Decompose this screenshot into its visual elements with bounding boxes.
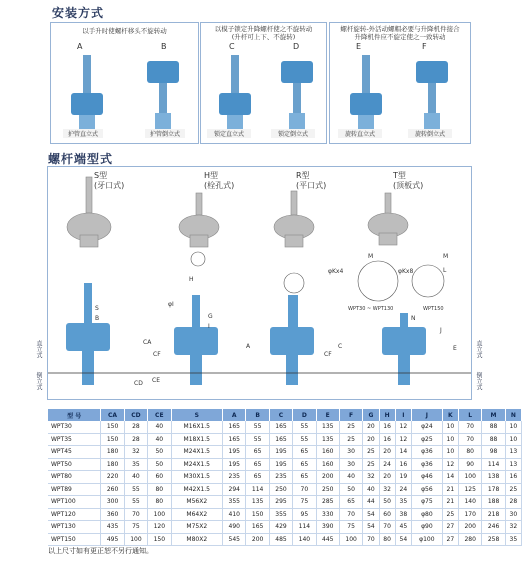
table-cell: 50 bbox=[148, 458, 171, 471]
table-cell: 65 bbox=[339, 496, 362, 509]
table-cell: 20 bbox=[379, 471, 395, 484]
dim-b: B bbox=[95, 315, 100, 322]
table-cell: φ25 bbox=[411, 433, 442, 446]
spec-table bbox=[48, 409, 522, 546]
table-cell: M42X1.5 bbox=[171, 483, 223, 496]
table-cell: 355 bbox=[269, 508, 292, 521]
table-row bbox=[48, 483, 522, 496]
table-cell: 114 bbox=[482, 458, 505, 471]
table-cell: 10 bbox=[442, 433, 458, 446]
table-cell: 195 bbox=[269, 446, 292, 459]
table-cell: 70 bbox=[363, 533, 379, 546]
table-cell: WPT130 bbox=[48, 521, 101, 534]
table-cell: 246 bbox=[482, 521, 505, 534]
table-cell: 70 bbox=[379, 521, 395, 534]
table-cell: 25 bbox=[442, 508, 458, 521]
table-cell: 165 bbox=[223, 421, 246, 433]
variant-label-c: C bbox=[229, 42, 235, 51]
section-title-screw-end: 螺杆端型式 bbox=[48, 152, 114, 166]
table-cell: M18X1.5 bbox=[171, 433, 223, 446]
type-t-name: (顶板式) bbox=[393, 181, 424, 190]
table-cell: 258 bbox=[482, 533, 505, 546]
table-cell: 114 bbox=[246, 483, 269, 496]
table-cell: 218 bbox=[482, 508, 505, 521]
table-cell: 54 bbox=[363, 521, 379, 534]
dimension-drawings bbox=[48, 243, 471, 399]
sublabel-d: 锁定倒立式 bbox=[271, 129, 315, 138]
dim-c: C bbox=[338, 343, 343, 350]
table-cell: 13 bbox=[505, 446, 521, 459]
table-cell: 25 bbox=[505, 483, 521, 496]
table-cell: 114 bbox=[293, 521, 316, 534]
table-cell: 165 bbox=[223, 433, 246, 446]
table-header-row bbox=[48, 409, 522, 421]
table-cell: 25 bbox=[339, 433, 362, 446]
table-cell: WPT89 bbox=[48, 483, 101, 496]
table-cell: 20 bbox=[363, 421, 379, 433]
table-cell: 20 bbox=[363, 433, 379, 446]
table-cell: WPT35 bbox=[48, 433, 101, 446]
table-header-cell: 型 号 bbox=[48, 409, 101, 421]
table-cell: 27 bbox=[442, 521, 458, 534]
table-cell: 410 bbox=[223, 508, 246, 521]
table-cell: 495 bbox=[101, 533, 124, 546]
table-cell: 19 bbox=[395, 471, 411, 484]
table-header-cell: D bbox=[293, 409, 316, 421]
table-header-cell: CA bbox=[101, 409, 124, 421]
table-cell: 65 bbox=[246, 446, 269, 459]
table-header-cell: E bbox=[316, 409, 339, 421]
table-header-cell: M bbox=[482, 409, 505, 421]
table-cell: 135 bbox=[316, 433, 339, 446]
table-cell: 32 bbox=[505, 521, 521, 534]
table-cell: 55 bbox=[124, 483, 147, 496]
sublabel-f: 旋转倒立式 bbox=[408, 129, 452, 138]
table-cell: 65 bbox=[246, 471, 269, 484]
table-cell: φ24 bbox=[411, 421, 442, 433]
dim-a: A bbox=[246, 343, 251, 350]
dim-j: J bbox=[440, 327, 442, 334]
spec-table-wrap bbox=[48, 409, 522, 546]
table-cell: 54 bbox=[395, 533, 411, 546]
table-cell: 25 bbox=[363, 458, 379, 471]
variant-label-e: E bbox=[356, 42, 362, 51]
table-header-cell: L bbox=[458, 409, 481, 421]
table-cell: 80 bbox=[148, 496, 171, 509]
table-cell: 200 bbox=[246, 533, 269, 546]
sublabel-b: 护管倒立式 bbox=[145, 129, 185, 138]
table-cell: 10 bbox=[442, 446, 458, 459]
table-cell: 32 bbox=[379, 483, 395, 496]
table-cell: 10 bbox=[442, 421, 458, 433]
table-header-cell: S bbox=[171, 409, 223, 421]
dim-m-2: M bbox=[443, 253, 449, 260]
table-cell: 55 bbox=[124, 496, 147, 509]
table-cell: WPT30 bbox=[48, 421, 101, 433]
table-cell: M56X2 bbox=[171, 496, 223, 509]
table-cell: 200 bbox=[458, 521, 481, 534]
dim-g: G bbox=[208, 313, 213, 320]
dim-ca: CA bbox=[143, 339, 152, 346]
dim-n: N bbox=[411, 315, 416, 322]
type-t-code: T型 bbox=[393, 171, 406, 180]
table-cell: 390 bbox=[316, 521, 339, 534]
table-cell: 300 bbox=[101, 496, 124, 509]
table-cell: 88 bbox=[482, 433, 505, 446]
table-cell: 16 bbox=[379, 421, 395, 433]
table-cell: 16 bbox=[395, 458, 411, 471]
table-cell: 150 bbox=[246, 508, 269, 521]
table-cell: 14 bbox=[395, 446, 411, 459]
table-cell: 188 bbox=[482, 496, 505, 509]
table-header-cell: C bbox=[269, 409, 292, 421]
table-cell: M24X1.5 bbox=[171, 458, 223, 471]
table-cell: 30 bbox=[339, 458, 362, 471]
side-label-right-top: 直立式 bbox=[475, 340, 482, 358]
table-header-cell: A bbox=[223, 409, 246, 421]
table-cell: 25 bbox=[339, 421, 362, 433]
table-cell: 260 bbox=[101, 483, 124, 496]
table-cell: M24X1.5 bbox=[171, 446, 223, 459]
table-cell: 40 bbox=[148, 433, 171, 446]
sublabel-c: 锁定直立式 bbox=[207, 129, 251, 138]
table-cell: 40 bbox=[339, 471, 362, 484]
sublabel-e: 旋转直立式 bbox=[338, 129, 382, 138]
table-cell: 55 bbox=[246, 421, 269, 433]
table-cell: 40 bbox=[363, 483, 379, 496]
table-cell: φ100 bbox=[411, 533, 442, 546]
table-cell: WPT120 bbox=[48, 508, 101, 521]
table-cell: 32 bbox=[363, 471, 379, 484]
table-cell: 140 bbox=[458, 496, 481, 509]
type-h-name: (栓孔式) bbox=[204, 181, 235, 190]
section-title-install: 安装方式 bbox=[52, 6, 105, 20]
table-cell: φ75 bbox=[411, 496, 442, 509]
dim-ce: CE bbox=[152, 377, 160, 384]
table-cell: 170 bbox=[458, 508, 481, 521]
table-cell: 435 bbox=[101, 521, 124, 534]
table-cell: 10 bbox=[505, 421, 521, 433]
table-header-cell: J bbox=[411, 409, 442, 421]
table-cell: 80 bbox=[148, 483, 171, 496]
jack-illustration-cd bbox=[205, 53, 323, 135]
table-cell: 21 bbox=[442, 483, 458, 496]
table-row bbox=[48, 446, 522, 459]
table-cell: 429 bbox=[269, 521, 292, 534]
type-s-name: (牙口式) bbox=[94, 181, 125, 190]
footnote: 以上尺寸如有更正恕不另行通知。 bbox=[48, 547, 153, 555]
table-cell: 138 bbox=[482, 471, 505, 484]
table-cell: 120 bbox=[148, 521, 171, 534]
table-cell: WPT80 bbox=[48, 471, 101, 484]
table-cell: 16 bbox=[505, 471, 521, 484]
table-cell: 10 bbox=[505, 433, 521, 446]
table-row bbox=[48, 421, 522, 433]
dim-i: I bbox=[208, 323, 210, 330]
table-cell: 178 bbox=[482, 483, 505, 496]
table-cell: 100 bbox=[124, 533, 147, 546]
table-cell: 235 bbox=[223, 471, 246, 484]
table-cell: 88 bbox=[482, 421, 505, 433]
dim-e: E bbox=[453, 345, 457, 352]
table-cell: 55 bbox=[293, 433, 316, 446]
table-cell: 100 bbox=[339, 533, 362, 546]
table-cell: WPT45 bbox=[48, 446, 101, 459]
table-cell: 16 bbox=[379, 433, 395, 446]
table-cell: 21 bbox=[442, 496, 458, 509]
variant-label-b: B bbox=[161, 42, 167, 51]
table-cell: 160 bbox=[316, 458, 339, 471]
type-h-code: H型 bbox=[204, 171, 219, 180]
table-header-cell: CE bbox=[148, 409, 171, 421]
dim-cd: CD bbox=[134, 380, 143, 387]
table-cell: 180 bbox=[101, 458, 124, 471]
table-cell: φ36 bbox=[411, 446, 442, 459]
table-cell: 20 bbox=[379, 446, 395, 459]
table-cell: 14 bbox=[442, 471, 458, 484]
table-cell: φ46 bbox=[411, 471, 442, 484]
table-cell: M80X2 bbox=[171, 533, 223, 546]
table-cell: 485 bbox=[269, 533, 292, 546]
table-cell: 294 bbox=[223, 483, 246, 496]
table-cell: 545 bbox=[223, 533, 246, 546]
dim-h: H bbox=[189, 276, 194, 283]
table-header-cell: B bbox=[246, 409, 269, 421]
table-row bbox=[48, 533, 522, 546]
table-cell: 12 bbox=[395, 433, 411, 446]
table-header-cell: I bbox=[395, 409, 411, 421]
table-cell: 135 bbox=[316, 421, 339, 433]
table-cell: 50 bbox=[379, 496, 395, 509]
table-cell: 490 bbox=[223, 521, 246, 534]
table-cell: 220 bbox=[101, 471, 124, 484]
table-cell: 35 bbox=[124, 458, 147, 471]
table-row bbox=[48, 508, 522, 521]
table-header-cell: G bbox=[363, 409, 379, 421]
table-cell: 280 bbox=[458, 533, 481, 546]
table-cell: 65 bbox=[246, 458, 269, 471]
type-s-code: S型 bbox=[94, 171, 108, 180]
side-label-left-top: 直立式 bbox=[35, 340, 42, 358]
table-cell: 125 bbox=[458, 483, 481, 496]
group-caption: 以模子锁定升降螺杆使之不旋转动 (升杆可上下、不旋转) bbox=[214, 25, 313, 41]
table-cell: 40 bbox=[148, 421, 171, 433]
table-cell: 100 bbox=[458, 471, 481, 484]
table-cell: M75X2 bbox=[171, 521, 223, 534]
table-cell: M64X2 bbox=[171, 508, 223, 521]
table-cell: 165 bbox=[246, 521, 269, 534]
table-cell: 24 bbox=[379, 458, 395, 471]
table-cell: WPT100 bbox=[48, 496, 101, 509]
table-cell: 295 bbox=[269, 496, 292, 509]
table-cell: 70 bbox=[293, 483, 316, 496]
group-caption: 以手升时使螺杆移头不旋转动 bbox=[82, 27, 167, 35]
table-row bbox=[48, 471, 522, 484]
table-cell: M30X1.5 bbox=[171, 471, 223, 484]
table-row bbox=[48, 433, 522, 446]
jack-illustration-ef bbox=[336, 53, 464, 135]
table-cell: 13 bbox=[505, 458, 521, 471]
dim-cf-2: CF bbox=[324, 351, 332, 358]
table-cell: M16X1.5 bbox=[171, 421, 223, 433]
dim-s: S bbox=[95, 305, 99, 312]
table-cell: 35 bbox=[505, 533, 521, 546]
table-cell: 60 bbox=[148, 471, 171, 484]
type-r-code: R型 bbox=[296, 171, 310, 180]
side-label-left-bottom: 倒立式 bbox=[35, 372, 42, 390]
table-cell: 40 bbox=[124, 471, 147, 484]
table-cell: 150 bbox=[101, 433, 124, 446]
table-cell: 24 bbox=[395, 483, 411, 496]
table-header-cell: H bbox=[379, 409, 395, 421]
table-cell: 195 bbox=[223, 446, 246, 459]
table-cell: 285 bbox=[316, 496, 339, 509]
table-cell: 70 bbox=[339, 508, 362, 521]
table-cell: 30 bbox=[505, 508, 521, 521]
variant-label-a: A bbox=[77, 42, 83, 51]
table-header-cell: F bbox=[339, 409, 362, 421]
table-cell: 195 bbox=[269, 458, 292, 471]
table-cell: 100 bbox=[148, 508, 171, 521]
table-cell: 32 bbox=[124, 446, 147, 459]
side-label-right-bottom: 倒立式 bbox=[475, 372, 482, 390]
table-cell: 38 bbox=[395, 508, 411, 521]
table-cell: 355 bbox=[223, 496, 246, 509]
variant-label-d: D bbox=[293, 42, 300, 51]
table-cell: 45 bbox=[395, 521, 411, 534]
table-cell: 27 bbox=[442, 533, 458, 546]
table-cell: 70 bbox=[124, 508, 147, 521]
table-cell: 360 bbox=[101, 508, 124, 521]
table-cell: 30 bbox=[339, 446, 362, 459]
dim-phi-kx4: φKx4 bbox=[328, 268, 344, 275]
table-cell: 200 bbox=[316, 471, 339, 484]
table-cell: 75 bbox=[124, 521, 147, 534]
table-cell: 195 bbox=[223, 458, 246, 471]
dim-phi-kx8: φKx8 bbox=[398, 268, 414, 275]
table-cell: 65 bbox=[293, 458, 316, 471]
table-cell: 44 bbox=[363, 496, 379, 509]
table-cell: φ36 bbox=[411, 458, 442, 471]
install-group-2 bbox=[200, 22, 327, 144]
table-cell: 65 bbox=[293, 446, 316, 459]
table-cell: 80 bbox=[379, 533, 395, 546]
table-cell: 25 bbox=[363, 446, 379, 459]
jack-illustration-ab bbox=[59, 53, 191, 135]
dim-phi-i: φI bbox=[168, 301, 174, 308]
table-cell: 70 bbox=[458, 433, 481, 446]
table-cell: 165 bbox=[269, 433, 292, 446]
table-cell: 55 bbox=[246, 433, 269, 446]
table-cell: 165 bbox=[269, 421, 292, 433]
dim-l: L bbox=[443, 267, 447, 274]
table-cell: WPT50 bbox=[48, 458, 101, 471]
table-cell: 160 bbox=[316, 446, 339, 459]
table-cell: 54 bbox=[363, 508, 379, 521]
table-cell: 55 bbox=[293, 421, 316, 433]
table-cell: 250 bbox=[316, 483, 339, 496]
table-header-cell: N bbox=[505, 409, 521, 421]
install-group-3 bbox=[329, 22, 471, 144]
table-cell: 50 bbox=[339, 483, 362, 496]
label-wpt150: WPT150 bbox=[423, 306, 444, 312]
install-group-1 bbox=[50, 22, 199, 144]
table-cell: 12 bbox=[395, 421, 411, 433]
table-cell: 35 bbox=[395, 496, 411, 509]
table-cell: WPT150 bbox=[48, 533, 101, 546]
variant-label-f: F bbox=[422, 42, 427, 51]
table-cell: 75 bbox=[339, 521, 362, 534]
table-cell: 28 bbox=[505, 496, 521, 509]
table-cell: 180 bbox=[101, 446, 124, 459]
table-cell: 235 bbox=[269, 471, 292, 484]
label-wpt30-130: WPT30 ~ WPT130 bbox=[348, 306, 394, 312]
table-cell: φ90 bbox=[411, 521, 442, 534]
table-cell: 135 bbox=[246, 496, 269, 509]
table-cell: 150 bbox=[101, 421, 124, 433]
table-cell: 98 bbox=[482, 446, 505, 459]
table-cell: 70 bbox=[458, 421, 481, 433]
table-cell: φ80 bbox=[411, 508, 442, 521]
table-cell: 80 bbox=[458, 446, 481, 459]
table-cell: 330 bbox=[316, 508, 339, 521]
sublabel-a: 护管直立式 bbox=[63, 129, 103, 138]
table-header-cell: K bbox=[442, 409, 458, 421]
table-cell: 90 bbox=[458, 458, 481, 471]
table-cell: 50 bbox=[148, 446, 171, 459]
table-cell: 150 bbox=[148, 533, 171, 546]
table-body bbox=[48, 421, 522, 546]
table-row bbox=[48, 496, 522, 509]
table-cell: φ56 bbox=[411, 483, 442, 496]
table-cell: 95 bbox=[293, 508, 316, 521]
table-cell: 60 bbox=[379, 508, 395, 521]
group-caption: 螺杆旋转-外活动螺帽必要与升降机件接合 升降机件应不旋定使之一致转动 bbox=[340, 25, 460, 41]
table-header-cell: CD bbox=[124, 409, 147, 421]
dim-m: M bbox=[368, 253, 374, 260]
table-cell: 445 bbox=[316, 533, 339, 546]
table-row bbox=[48, 521, 522, 534]
screw-end-panel bbox=[47, 166, 472, 400]
table-cell: 12 bbox=[442, 458, 458, 471]
table-cell: 140 bbox=[293, 533, 316, 546]
table-row bbox=[48, 458, 522, 471]
type-r-name: (平口式) bbox=[296, 181, 327, 190]
dim-cf: CF bbox=[153, 351, 161, 358]
table-cell: 65 bbox=[293, 471, 316, 484]
table-cell: 28 bbox=[124, 433, 147, 446]
table-cell: 28 bbox=[124, 421, 147, 433]
table-cell: 75 bbox=[293, 496, 316, 509]
table-cell: 250 bbox=[269, 483, 292, 496]
